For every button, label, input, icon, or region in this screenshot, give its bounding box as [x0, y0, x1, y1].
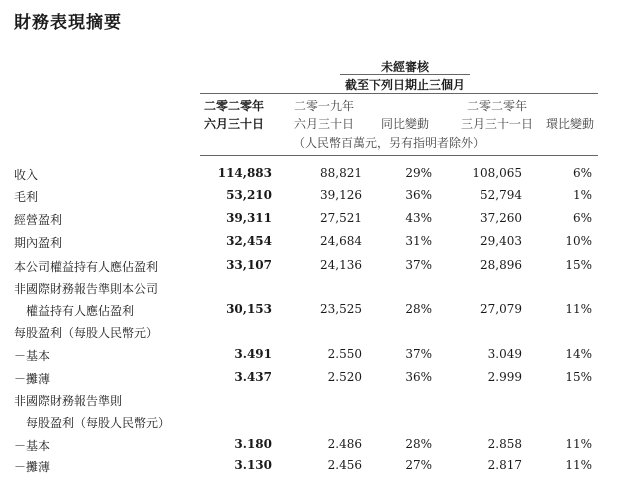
- value-2020-mar: 27,079: [480, 302, 522, 316]
- table-row: [0, 258, 630, 276]
- value-2020-mar: 3.049: [487, 347, 522, 361]
- value-2020-jun: 114,883: [217, 166, 272, 180]
- yoy-change: 37%: [405, 258, 432, 272]
- row-label: －攤薄: [14, 372, 51, 386]
- col3-header: 同比變動: [380, 117, 429, 131]
- value-2020-mar: 37,260: [480, 211, 522, 225]
- value-2020-jun: 3.437: [234, 370, 272, 384]
- value-2020-jun: 30,153: [226, 302, 272, 316]
- value-2020-jun: 3.130: [234, 458, 272, 472]
- row-label: 經營盈利: [14, 213, 63, 227]
- yoy-change: 37%: [405, 347, 432, 361]
- table-row: [0, 324, 630, 342]
- qoq-change: 10%: [565, 234, 592, 248]
- value-2020-jun: 33,107: [226, 258, 272, 272]
- row-label: 本公司權益持有人應佔盈利: [14, 260, 159, 274]
- yoy-change: 28%: [405, 302, 432, 316]
- value-2019-jun: 2.456: [327, 458, 362, 472]
- qoq-change: 11%: [565, 437, 592, 451]
- row-label: 每股盈利（每股人民幣元）: [14, 326, 159, 340]
- table-row: [0, 211, 630, 229]
- qoq-change: 11%: [565, 302, 592, 316]
- period-label: 截至下列日期止三個月: [344, 78, 465, 92]
- value-2020-jun: 3.491: [234, 347, 272, 361]
- table-row: [0, 347, 630, 365]
- value-2019-jun: 27,521: [320, 211, 362, 225]
- unit-note: （人民幣百萬元，另有指明者除外）: [292, 136, 485, 150]
- row-label: 非國際財務報告準則本公司: [14, 282, 159, 296]
- value-2020-jun: 39,311: [226, 211, 272, 225]
- value-2019-jun: 2.550: [327, 347, 362, 361]
- value-2020-mar: 2.858: [487, 437, 522, 451]
- page-title: 財務表現摘要: [14, 13, 122, 33]
- table-row: [0, 458, 630, 476]
- yoy-change: 27%: [405, 458, 432, 472]
- value-2020-jun: 32,454: [226, 234, 272, 248]
- qoq-change: 1%: [572, 188, 592, 202]
- table-row: [0, 234, 630, 252]
- value-2020-jun: 3.180: [234, 437, 272, 451]
- value-2019-jun: 39,126: [320, 188, 362, 202]
- row-label: 非國際財務報告準則: [14, 394, 123, 408]
- table-row: [0, 414, 630, 432]
- value-2020-mar: 29,403: [480, 234, 522, 248]
- header-rule-bottom: [200, 155, 598, 156]
- yoy-change: 36%: [405, 188, 432, 202]
- yoy-change: 31%: [405, 234, 432, 248]
- table-row: [0, 280, 630, 298]
- col4-year: 二零二零年: [466, 99, 527, 113]
- table-row: [0, 166, 630, 184]
- value-2020-mar: 108,065: [472, 166, 522, 180]
- value-2020-mar: 2.999: [487, 370, 522, 384]
- qoq-change: 6%: [572, 211, 592, 225]
- row-label: －攤薄: [14, 460, 51, 474]
- value-2019-jun: 24,136: [320, 258, 362, 272]
- col1-year: 二零二零年: [203, 99, 264, 113]
- header-rule-period: [200, 93, 598, 94]
- value-2020-jun: 53,210: [226, 188, 272, 202]
- value-2019-jun: 2.520: [327, 370, 362, 384]
- row-label: 毛利: [14, 190, 39, 204]
- value-2019-jun: 23,525: [320, 302, 362, 316]
- value-2020-mar: 28,896: [480, 258, 522, 272]
- value-2019-jun: 88,821: [320, 166, 362, 180]
- row-label: 期內盈利: [14, 236, 63, 250]
- qoq-change: 14%: [565, 347, 592, 361]
- table-row: [0, 392, 630, 410]
- row-label: 權益持有人應佔盈利: [14, 304, 135, 318]
- col2-year: 二零一九年: [293, 99, 354, 113]
- yoy-change: 29%: [405, 166, 432, 180]
- col1-date: 六月三十日: [203, 117, 264, 131]
- qoq-change: 15%: [565, 370, 592, 384]
- qoq-change: 15%: [565, 258, 592, 272]
- value-2019-jun: 24,684: [320, 234, 362, 248]
- col4-date: 三月三十一日: [460, 117, 533, 131]
- table-row: [0, 188, 630, 206]
- row-label: －基本: [14, 439, 51, 453]
- yoy-change: 43%: [405, 211, 432, 225]
- qoq-change: 11%: [565, 458, 592, 472]
- qoq-change: 6%: [572, 166, 592, 180]
- unaudited-label: 未經審核: [380, 60, 429, 74]
- row-label: －基本: [14, 349, 51, 363]
- yoy-change: 28%: [405, 437, 432, 451]
- table-row: [0, 302, 630, 320]
- col2-date: 六月三十日: [293, 117, 354, 131]
- table-row: [0, 437, 630, 455]
- table-row: [0, 370, 630, 388]
- col5-header: 環比變動: [545, 117, 594, 131]
- row-label: 收入: [14, 168, 39, 182]
- header-rule-top: [340, 74, 470, 75]
- yoy-change: 36%: [405, 370, 432, 384]
- value-2019-jun: 2.486: [327, 437, 362, 451]
- value-2020-mar: 52,794: [480, 188, 522, 202]
- row-label: 每股盈利（每股人民幣元）: [14, 416, 171, 430]
- value-2020-mar: 2.817: [487, 458, 522, 472]
